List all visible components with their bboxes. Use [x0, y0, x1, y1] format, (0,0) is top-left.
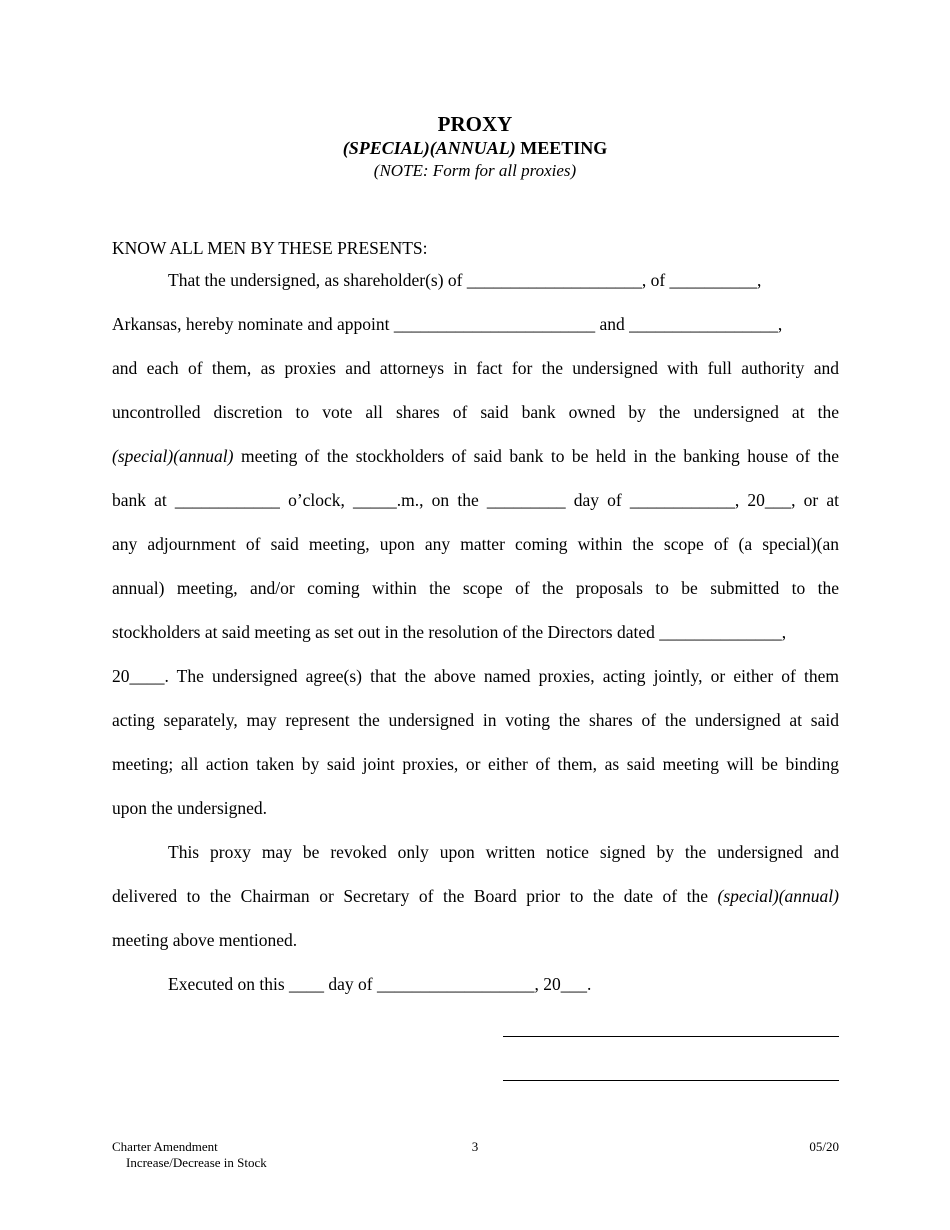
paragraph-line-rest: delivered to the Chairman or Secretary of the Board prior to the date of the [112, 886, 718, 906]
paragraph-line: and each of them, as proxies and attorneys in fact for the undersigned with full authority and [112, 358, 839, 378]
page-number: 3 [471, 1139, 479, 1154]
paragraph-line: any adjournment of said meeting, upon any matter coming within the scope of (a special)(an [112, 534, 839, 554]
footer-date-code: 05/20 [809, 1139, 839, 1154]
meeting-subtitle [0, 138, 950, 159]
paragraph-line: upon the undersigned. [112, 798, 268, 818]
paragraph-line: uncontrolled discretion to vote all shares of said bank owned by the undersigned at the [112, 402, 839, 422]
appointment-paragraph [112, 258, 839, 830]
paragraph-line: stockholders at said meeting as set out in the resolution of the Directors dated ______________, [112, 622, 787, 642]
execution-date-line [112, 962, 839, 1006]
paragraph-line: 20____. The undersigned agree(s) that the above named proxies, acting jointly, or either of them [112, 666, 839, 686]
signature-line[interactable] [503, 1036, 839, 1037]
document-title: PROXY [437, 112, 513, 136]
footer-form-subname: Increase/Decrease in Stock [126, 1155, 267, 1170]
paragraph-line [112, 874, 839, 918]
paragraph-line: This proxy may be revoked only upon written notice signed by the undersigned and [168, 842, 839, 862]
paragraph-line: meeting; all action taken by said joint proxies, or either of them, as said meeting will be binding [112, 754, 839, 774]
paragraph-line: annual) meeting, and/or coming within the scope of the proposals to be submitted to the [112, 578, 839, 598]
paragraph-line: That the undersigned, as shareholder(s) of ____________________, of __________, [168, 270, 762, 290]
paragraph-line [112, 434, 839, 478]
meeting-type-italic: (SPECIAL)(ANNUAL) [342, 138, 516, 158]
meeting-word: MEETING [515, 138, 608, 158]
paragraph-line: bank at ____________ o’clock, _____.m., on the _________ day of ____________, 20___, or at [112, 490, 839, 510]
footer-form-name: Charter Amendment [112, 1139, 218, 1154]
paragraph-line-rest: meeting of the stockholders of said bank to be held in the banking house of the [233, 446, 839, 466]
meeting-type-italic: (special)(annual) [112, 446, 234, 466]
signature-line[interactable] [503, 1080, 839, 1081]
salutation: KNOW ALL MEN BY THESE PRESENTS: [112, 238, 428, 258]
paragraph-line: Arkansas, hereby nominate and appoint _______________________ and _________________, [112, 314, 783, 334]
meeting-type-italic: (special)(annual) [717, 886, 839, 906]
revocation-paragraph [112, 830, 839, 962]
executed-text: Executed on this ____ day of __________________, 20___. [168, 974, 592, 994]
form-note: (NOTE: Form for all proxies) [373, 161, 577, 180]
paragraph-line: acting separately, may represent the undersigned in voting the shares of the undersigned at said [112, 710, 839, 730]
paragraph-line: meeting above mentioned. [112, 930, 298, 950]
